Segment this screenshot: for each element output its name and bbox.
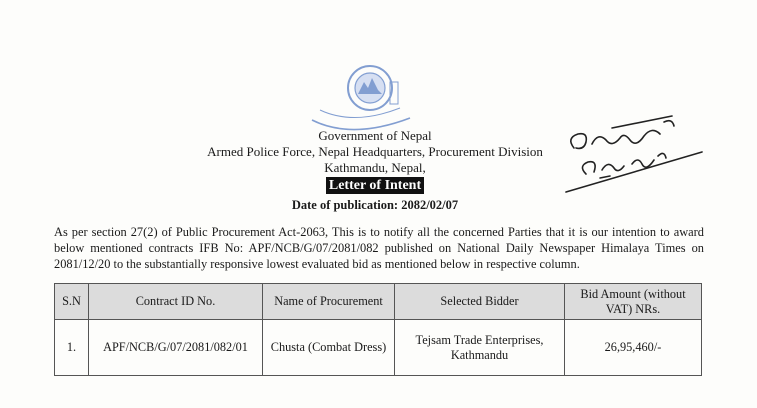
- header-line-location: Kathmandu, Nepal,: [324, 160, 426, 175]
- handwritten-signature: [552, 104, 712, 199]
- header-sn: S.N: [55, 284, 89, 320]
- publication-date: Date of publication: 2082/02/07: [291, 198, 459, 212]
- header-line-department: Armed Police Force, Nepal Headquarters, Procurement Division: [207, 144, 543, 159]
- letter-title: Letter of Intent: [326, 177, 424, 194]
- document-header: [200, 128, 550, 213]
- header-procurement: Name of Procurement: [263, 284, 395, 320]
- table-row: [55, 320, 702, 376]
- header-contract-id: Contract ID No.: [89, 284, 263, 320]
- cell-bidder: Tejsam Trade Enterprises, Kathmandu: [395, 320, 565, 376]
- cell-contract-id: APF/NCB/G/07/2081/082/01: [89, 320, 263, 376]
- award-table: [54, 283, 702, 376]
- header-line-government: Government of Nepal: [318, 128, 432, 143]
- table-header-row: [55, 284, 702, 320]
- header-bidder: Selected Bidder: [395, 284, 565, 320]
- cell-amount: 26,95,460/-: [565, 320, 702, 376]
- cell-procurement: Chusta (Combat Dress): [263, 320, 395, 376]
- intent-paragraph: As per section 27(2) of Public Procurement Act-2063, This is to notify all the concerned Parties that it is our intention to award below mentioned contracts IFB No: APF/NCB/G/07/2081/082 published on National Daily Newspaper Himalaya Times on 2081/12/20 to the substantially responsive lowest evaluated bid as mentioned below in respective column.: [54, 225, 704, 271]
- header-amount: Bid Amount (without VAT) NRs.: [565, 284, 702, 320]
- cell-sn: 1.: [55, 320, 89, 376]
